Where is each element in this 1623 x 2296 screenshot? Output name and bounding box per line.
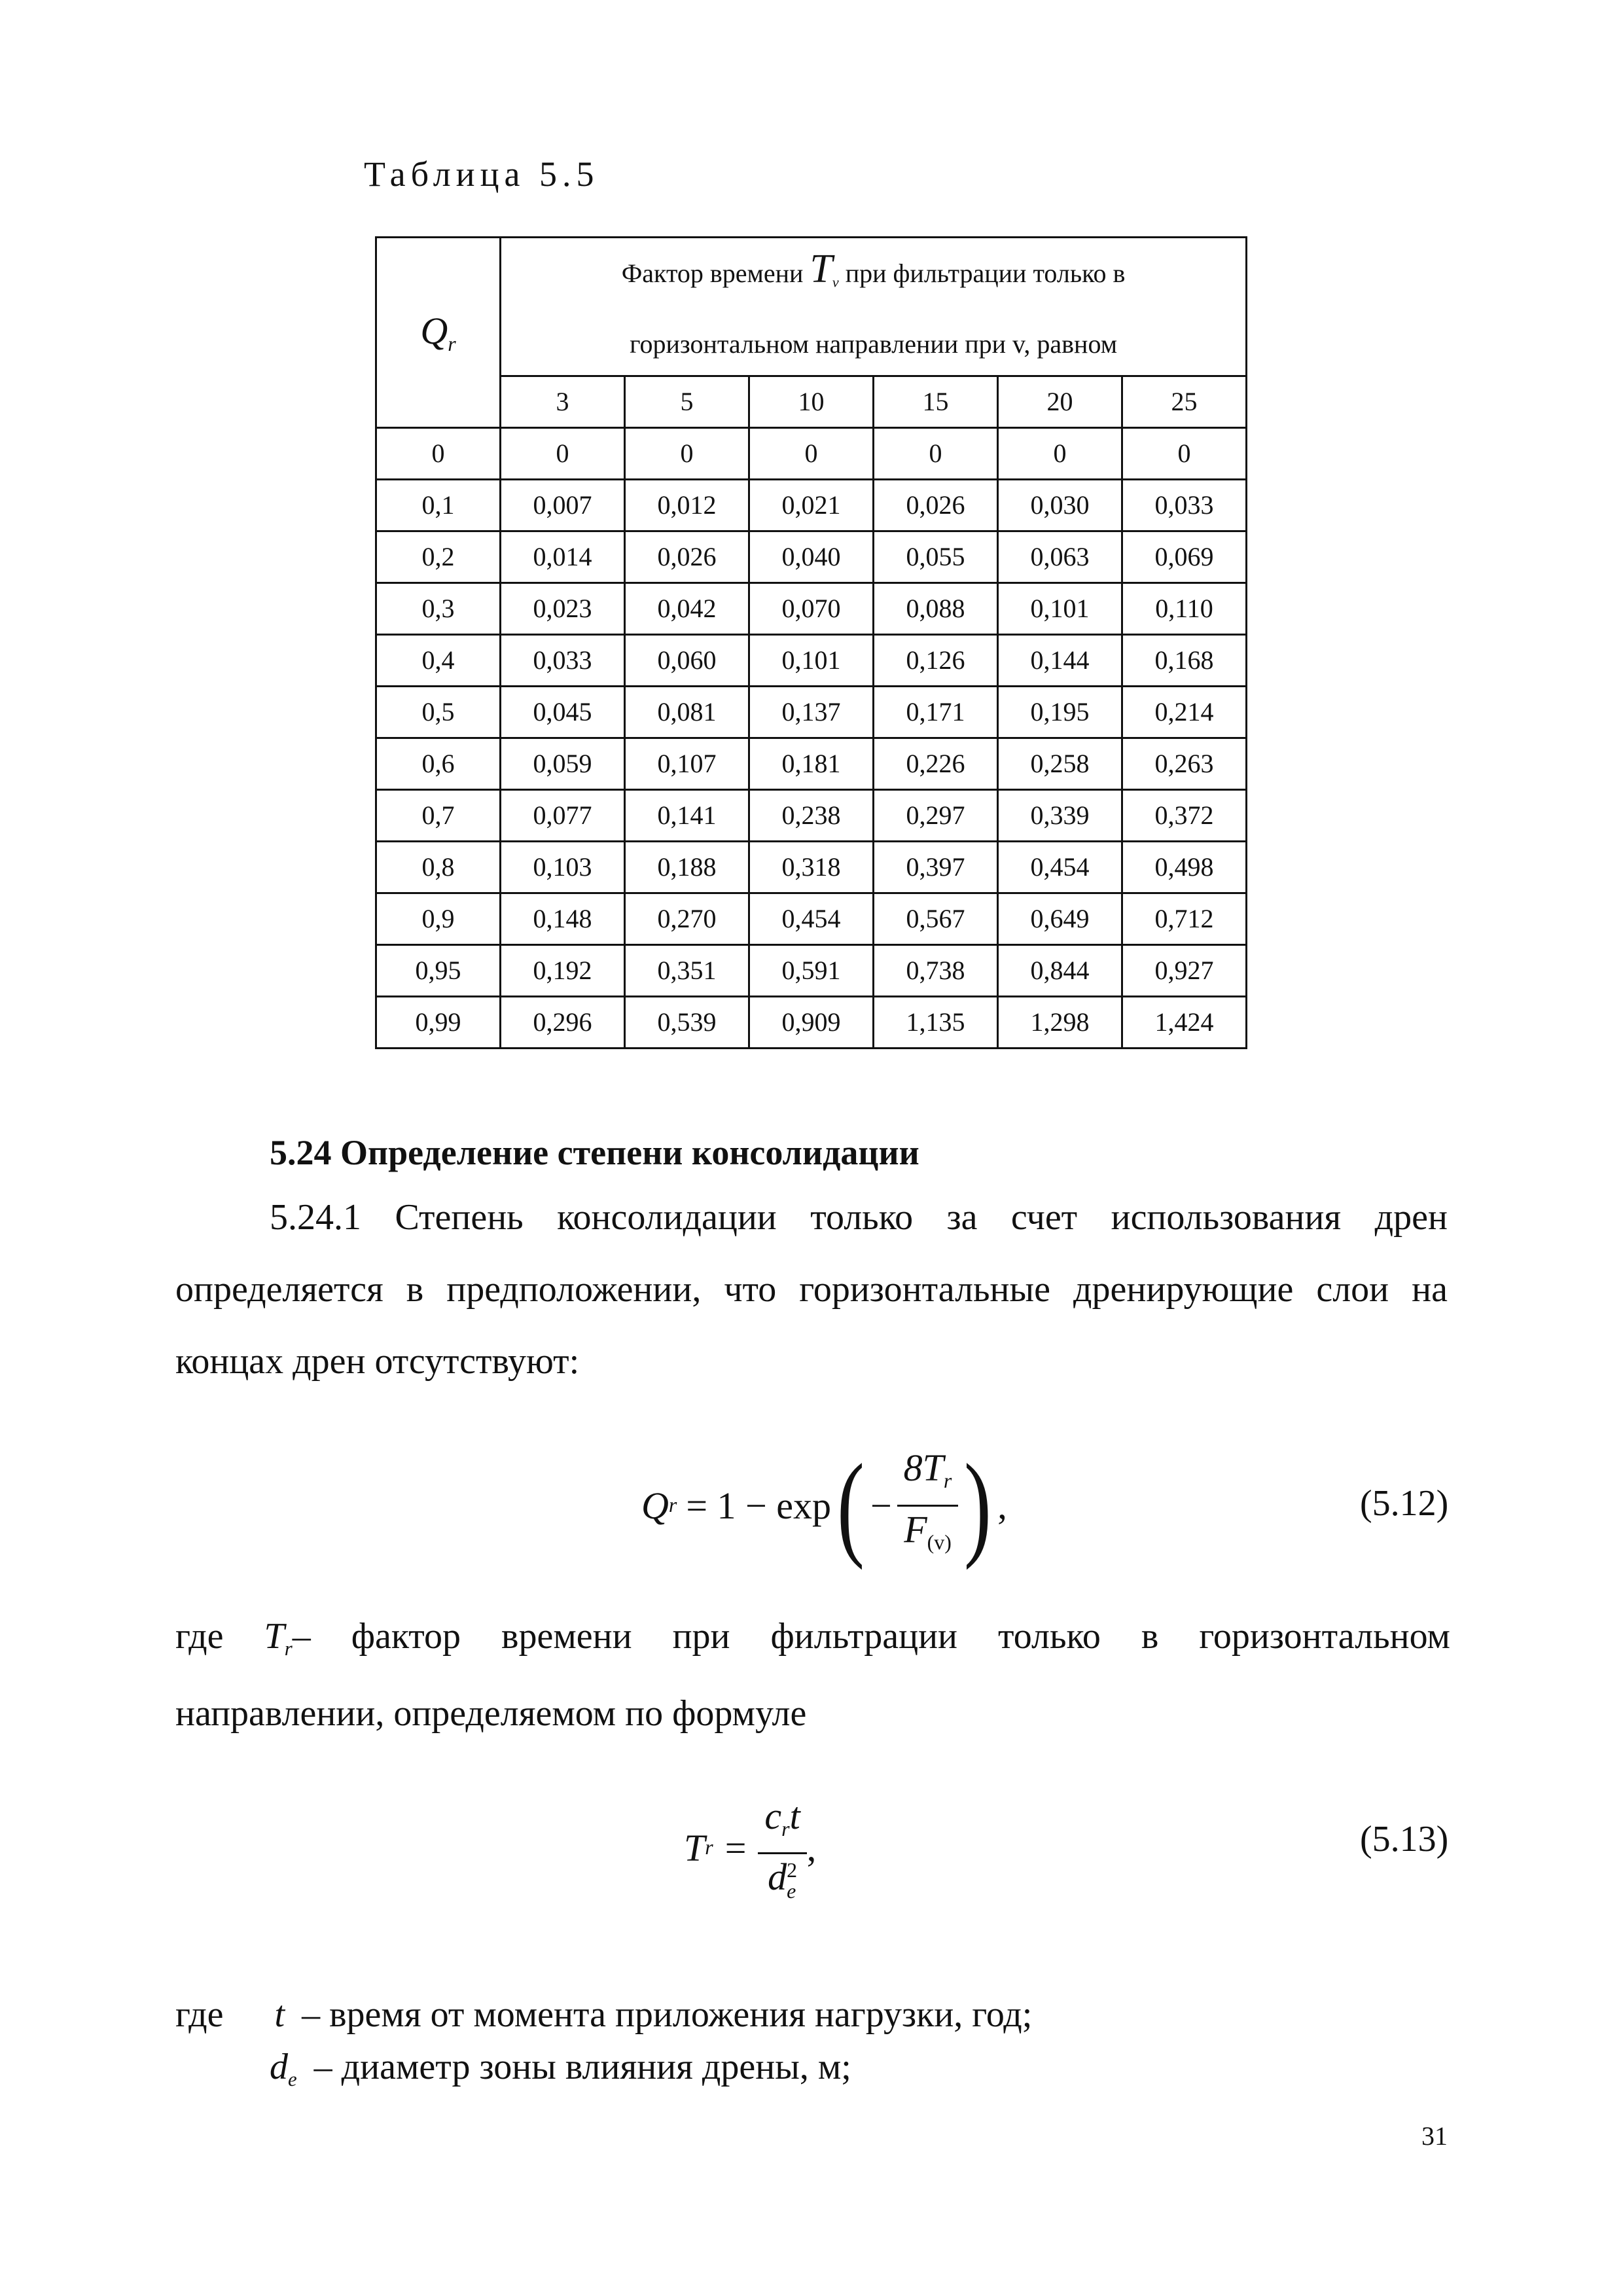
qr-value-cell: 0,9 — [376, 893, 501, 944]
header-text-line2: горизонтальном направлении при v, равном — [630, 329, 1117, 359]
qr-value-cell: 0,8 — [376, 841, 501, 893]
table-row — [376, 841, 1247, 893]
tv-value-cell: 0,110 — [1122, 583, 1247, 634]
tv-value-cell: 0,712 — [1122, 893, 1247, 944]
nu-value-cell: 25 — [1122, 376, 1247, 427]
eq2-numerator — [758, 1793, 806, 1854]
tv-value-cell: 0,012 — [625, 479, 749, 531]
tv-value-cell: 0,372 — [1122, 789, 1247, 841]
tv-value-cell: 0,137 — [749, 686, 874, 738]
qr-value-cell: 0,1 — [376, 479, 501, 531]
where-word: при — [672, 1616, 730, 1657]
def-de-var: d — [270, 2047, 288, 2087]
table-row — [376, 583, 1247, 634]
table-row — [376, 996, 1247, 1048]
where-word: где — [175, 1616, 224, 1657]
eq2-denominator — [761, 1854, 804, 1902]
where-word: в — [1141, 1616, 1159, 1657]
tv-value-cell: 0,077 — [501, 789, 625, 841]
where-word: фильтрации — [770, 1616, 958, 1657]
paragraph-word: консолидации — [557, 1197, 777, 1238]
tr-symbol: T — [264, 1616, 285, 1657]
table-row — [376, 427, 1247, 479]
paragraph-word: Степень — [395, 1197, 524, 1238]
def-de-line — [270, 2020, 851, 2126]
tv-value-cell: 0,263 — [1122, 738, 1247, 789]
tv-value-cell: 0,081 — [625, 686, 749, 738]
eq2-den-sub: e — [787, 1879, 796, 1903]
paragraph-word: 5.24.1 — [270, 1197, 361, 1238]
paragraph-word: счет — [1010, 1197, 1078, 1238]
qr-value-cell: 0,3 — [376, 583, 501, 634]
tv-value-cell: 0,042 — [625, 583, 749, 634]
where-word: горизонтальном — [1199, 1616, 1450, 1657]
def-t-text: – время от момента приложения нагрузки, год; — [302, 1994, 1033, 2035]
def-where: где — [175, 1994, 224, 2035]
tv-value-cell: 0,069 — [1122, 531, 1247, 583]
paragraph-word: что — [724, 1269, 777, 1310]
tv-symbol: T — [810, 247, 832, 291]
equation-number-5-13: (5.13) — [1360, 1819, 1449, 1859]
tv-value-cell: 0,214 — [1122, 686, 1247, 738]
header-text-post: при фильтрации только в — [845, 259, 1126, 288]
equation-5-12 — [641, 1424, 1007, 1587]
qr-value-cell: 0,7 — [376, 789, 501, 841]
nu-value-cell: 15 — [874, 376, 998, 427]
tv-value-cell: 0 — [874, 427, 998, 479]
eq1-fraction — [897, 1445, 959, 1565]
tv-value-cell: 0,318 — [749, 841, 874, 893]
tv-subscript: v — [832, 274, 839, 291]
eq2-comma: , — [806, 1826, 817, 1869]
tv-value-cell: 0,339 — [998, 789, 1122, 841]
eq2-equals: = — [724, 1826, 747, 1869]
qr-symbol: Q — [420, 309, 448, 352]
table-body — [376, 427, 1247, 1048]
qr-value-cell: 0,4 — [376, 634, 501, 686]
table-row — [376, 479, 1247, 531]
tv-value-cell: 0,844 — [998, 944, 1122, 996]
tv-value-cell: 0,181 — [749, 738, 874, 789]
def-t-var: t — [274, 1994, 285, 2035]
table-row — [376, 944, 1247, 996]
tv-value-cell: 0,270 — [625, 893, 749, 944]
tv-value-cell: 0,454 — [998, 841, 1122, 893]
tv-value-cell: 0,539 — [625, 996, 749, 1048]
tv-value-cell: 0,070 — [749, 583, 874, 634]
where-word: времени — [501, 1616, 632, 1657]
tv-value-cell: 0 — [749, 427, 874, 479]
page-number: 31 — [1421, 2121, 1448, 2151]
tv-value-cell: 0,055 — [874, 531, 998, 583]
where-word: только — [998, 1616, 1101, 1657]
tv-value-cell: 0,040 — [749, 531, 874, 583]
time-factor-header — [501, 238, 1247, 376]
paragraph-word: использования — [1111, 1197, 1342, 1238]
qr-value-cell: 0,99 — [376, 996, 501, 1048]
tv-value-cell: 0,060 — [625, 634, 749, 686]
eq1-comma: , — [997, 1484, 1007, 1527]
eq1-numerator — [897, 1445, 959, 1506]
qr-value-cell: 0,95 — [376, 944, 501, 996]
tv-value-cell: 0,023 — [501, 583, 625, 634]
tv-value-cell: 0,591 — [749, 944, 874, 996]
eq1-mid: = 1 − exp — [686, 1484, 831, 1527]
tv-value-cell: 0,141 — [625, 789, 749, 841]
tv-value-cell: 0,238 — [749, 789, 874, 841]
qr-subscript: r — [448, 332, 456, 355]
table-caption: Таблица 5.5 — [364, 154, 599, 194]
qr-value-cell: 0,6 — [376, 738, 501, 789]
equation-5-13 — [684, 1792, 816, 1903]
eq1-lhs-sub: r — [668, 1494, 677, 1516]
eq1-num-text: 8T — [903, 1446, 944, 1490]
tv-value-cell: 0,101 — [998, 583, 1122, 634]
tv-value-cell: 0,454 — [749, 893, 874, 944]
paragraph-word: дренирующие — [1073, 1269, 1294, 1310]
tv-value-cell: 0,033 — [1122, 479, 1247, 531]
tv-value-cell: 0 — [625, 427, 749, 479]
eq1-lhs-var: Q — [641, 1484, 669, 1527]
tv-value-cell: 0,021 — [749, 479, 874, 531]
eq1-denominator — [897, 1507, 958, 1566]
nu-values-row — [376, 376, 1247, 427]
tv-value-cell: 0,063 — [998, 531, 1122, 583]
tv-value-cell: 0,101 — [749, 634, 874, 686]
tv-value-cell: 0,059 — [501, 738, 625, 789]
tv-value-cell: 0,026 — [625, 531, 749, 583]
qr-value-cell: 0 — [376, 427, 501, 479]
tv-value-cell: 0,192 — [501, 944, 625, 996]
tv-value-cell: 0,007 — [501, 479, 625, 531]
eq1-den-text: F — [904, 1507, 927, 1551]
eq2-num-c: c — [764, 1795, 782, 1838]
where-line-2: направлении, определяемом по формуле — [175, 1693, 807, 1734]
eq2-num-sub: r — [781, 1818, 790, 1841]
tv-value-cell: 0,168 — [1122, 634, 1247, 686]
tv-value-cell: 0,188 — [625, 841, 749, 893]
table-row — [376, 531, 1247, 583]
nu-value-cell: 5 — [625, 376, 749, 427]
nu-value-cell: 3 — [501, 376, 625, 427]
tv-value-cell: 0,030 — [998, 479, 1122, 531]
tv-value-cell: 0,144 — [998, 634, 1122, 686]
paragraph-word: за — [946, 1197, 978, 1238]
paragraph-word: дрен — [1374, 1197, 1448, 1238]
eq1-left-paren: ( — [836, 1440, 865, 1570]
tv-value-cell: 0,026 — [874, 479, 998, 531]
eq2-den-sup: 2 — [787, 1859, 798, 1882]
tv-value-cell: 0,045 — [501, 686, 625, 738]
paragraph-word: только — [810, 1197, 914, 1238]
tv-value-cell: 0,296 — [501, 996, 625, 1048]
header-text-pre: Фактор времени — [621, 259, 804, 288]
paragraph-word: предположении, — [446, 1269, 702, 1310]
tv-value-cell: 0,171 — [874, 686, 998, 738]
tv-value-cell: 0,397 — [874, 841, 998, 893]
def-de-sub: e — [288, 2068, 297, 2090]
section-heading: 5.24 Определение степени консолидации — [270, 1133, 919, 1172]
eq1-den-sub: (v) — [927, 1530, 952, 1554]
tv-value-cell: 1,424 — [1122, 996, 1247, 1048]
table-row — [376, 893, 1247, 944]
table-row — [376, 789, 1247, 841]
table-row — [376, 738, 1247, 789]
tv-value-cell: 0,498 — [1122, 841, 1247, 893]
table-row — [376, 634, 1247, 686]
eq2-lhs: T — [684, 1826, 705, 1869]
eq2-den-d: d — [768, 1856, 787, 1899]
tv-value-cell: 0,351 — [625, 944, 749, 996]
tv-value-cell: 0,088 — [874, 583, 998, 634]
table-row — [376, 686, 1247, 738]
paragraph-word: определяется — [175, 1269, 383, 1310]
where-word: фактор — [351, 1616, 461, 1657]
def-de-text: – диаметр зоны влияния дрены, м; — [313, 2047, 851, 2087]
equation-number-5-12: (5.12) — [1360, 1483, 1449, 1524]
eq2-num-t: t — [789, 1795, 800, 1838]
consolidation-table — [375, 236, 1247, 1049]
tv-value-cell: 0,148 — [501, 893, 625, 944]
tv-value-cell: 0,195 — [998, 686, 1122, 738]
qr-value-cell: 0,2 — [376, 531, 501, 583]
eq1-right-paren: ) — [964, 1440, 992, 1570]
tv-value-cell: 0,909 — [749, 996, 874, 1048]
paragraph-word: на — [1412, 1269, 1448, 1310]
tv-value-cell: 0,126 — [874, 634, 998, 686]
qr-value-cell: 0,5 — [376, 686, 501, 738]
tv-value-cell: 0,738 — [874, 944, 998, 996]
tv-value-cell: 0,226 — [874, 738, 998, 789]
eq2-lhs-sub: r — [705, 1836, 713, 1859]
tv-value-cell: 1,135 — [874, 996, 998, 1048]
eq1-num-sub: r — [943, 1469, 952, 1493]
tv-value-cell: 0,033 — [501, 634, 625, 686]
tv-value-cell: 0,927 — [1122, 944, 1247, 996]
tv-value-cell: 0,567 — [874, 893, 998, 944]
tv-value-cell: 0,107 — [625, 738, 749, 789]
paragraph-line-3: концах дрен отсутствуют: — [175, 1341, 580, 1382]
paragraph-word: горизонтальные — [799, 1269, 1051, 1310]
tv-value-cell: 0,297 — [874, 789, 998, 841]
table-header-row — [376, 238, 1247, 376]
tr-dash: – — [292, 1616, 311, 1657]
tv-value-cell: 1,298 — [998, 996, 1122, 1048]
tv-value-cell: 0,258 — [998, 738, 1122, 789]
eq1-minus: − — [870, 1484, 892, 1527]
eq2-fraction — [758, 1793, 806, 1902]
tv-value-cell: 0,014 — [501, 531, 625, 583]
paragraph-word: слои — [1316, 1269, 1389, 1310]
nu-value-cell: 20 — [998, 376, 1122, 427]
nu-value-cell: 10 — [749, 376, 874, 427]
tv-value-cell: 0 — [998, 427, 1122, 479]
tr-subscript: r — [284, 1637, 293, 1660]
tv-value-cell: 0,649 — [998, 893, 1122, 944]
tv-value-cell: 0,103 — [501, 841, 625, 893]
paragraph-word: в — [406, 1269, 424, 1310]
tv-value-cell: 0 — [1122, 427, 1247, 479]
tv-value-cell: 0 — [501, 427, 625, 479]
qr-header-cell — [376, 238, 501, 428]
